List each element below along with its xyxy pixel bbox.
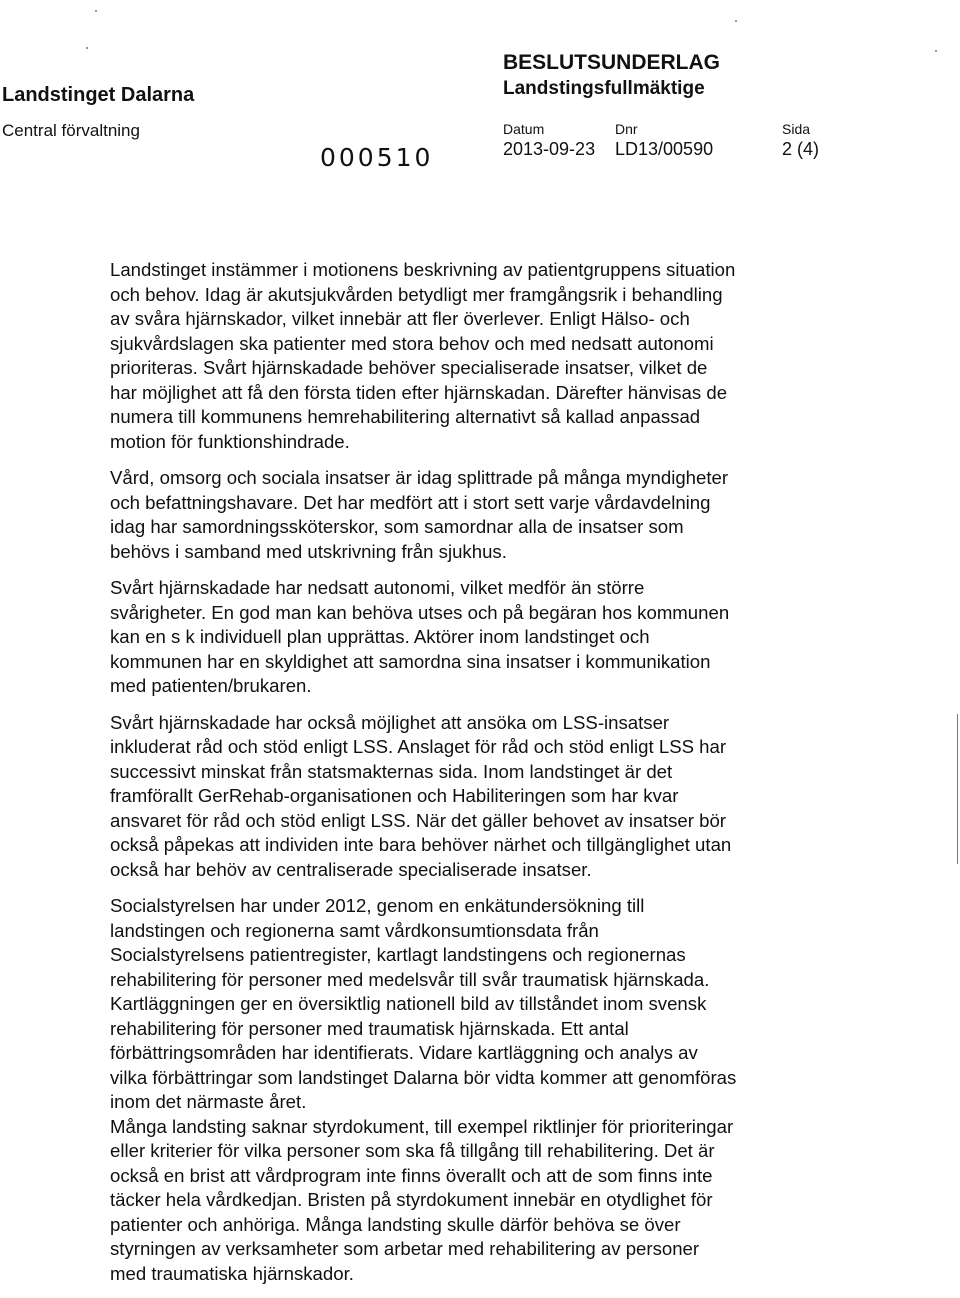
date-label: Datum [503, 121, 545, 137]
scan-speck [935, 50, 937, 52]
scan-speck [735, 20, 737, 22]
page-label: Sida [782, 121, 811, 137]
paragraph: Svårt hjärnskadade har nedsatt autonomi, vilket medför än större svårigheter. En god man kan behöva utses och på begäran hos kommunen kan en s k individuell plan upprättas. Aktörer inom landstinget och kommunen har en skyldighet att samordna sina insatser i kommunikation med patienten/brukaren. [110, 577, 730, 696]
paragraph: Vård, omsorg och sociala insatser är idag splittrade på många myndigheter och befattningshavare. Det har medfört att i stort sett varje vårdavdelning idag har samordningssköterskor, som samordnar alla de insatser som behövs i samband med utskrivning från sjukhus. [110, 467, 729, 562]
document-type: BESLUTSUNDERLAG [503, 51, 721, 74]
department-name: Central förvaltning [2, 121, 140, 140]
organization-name: Landstinget Dalarna [2, 84, 195, 106]
date-value: 2013-09-23 [503, 139, 596, 159]
page-number: 2 (4) [782, 139, 820, 159]
dnr-value: LD13/00590 [615, 139, 714, 159]
paragraph: Svårt hjärnskadade har också möjlighet att ansöka om LSS-insatser inkluderat råd och stöd enligt LSS. Anslaget för råd och stöd enligt LSS har successivt minskat från statsmakternas sida. Inom landstinget är det framförallt GerRehab-organisationen och Habiliteringen som har kvar ansvaret för råd och stöd enligt LSS. När det gäller behovet av insatser bör också påpekas att individen inte bara behöver närhet och tillgänglighet utan också har behöv av centraliserade specialiserade insatser. [110, 711, 732, 880]
addressee: Landstingsfullmäktige [503, 78, 705, 99]
document-body [110, 258, 940, 1298]
dnr-label: Dnr [615, 121, 638, 137]
scan-speck [86, 47, 88, 49]
scan-speck [95, 10, 97, 12]
paragraph: Socialstyrelsen har under 2012, genom en enkätundersökning till landstingen och regionerna samt vårdkonsumtionsdata från Socialstyrelsens patientregister, kartlagt landstingens och regionernas rehabilitering för personer med medelsvår till svår traumatisk hjärnskada. Kartläggningen ger en översiktlig nationell bild av tillståndet inom svensk rehabilitering för personer med traumatisk hjärnskada. Ett antal förbättringsområden har identifierats. Vidare kartläggning och analys av vilka förbättringar som landstinget Dalarna bör vidta kommer att genomföras inom det närmaste året. Många landsting saknar styrdokument, till exempel riktlinjer för prioriteringar eller kriterier för vilka personer som ska få tillgång till rehabilitering. Det är också en brist att vårdprogram inte finns överallt och att de som finns inte täcker hela vårdkedjan. Bristen på styrdokument innebär en otydlighet för patienter och anhöriga. Många landsting skulle därför behöva se över styrningen av verksamheter som arbetar med rehabilitering av personer med traumatiska hjärnskador. [110, 895, 737, 1284]
stamp-number: 000510 [320, 143, 434, 172]
paragraph: Landstinget instämmer i motionens beskrivning av patientgruppens situation och behov. Idag är akutsjukvården betydligt mer framgångsrik i behandling av svåra hjärnskador, vilket innebär att fler överlever. Enligt Hälso- och sjukvårdslagen ska patienter med stora behov och med nedsatt autonomi prioriteras. Svårt hjärnskadade behöver specialiserade insatser, vilket de har möjlighet att få den första tiden efter hjärnskadan. Därefter hänvisas de numera till kommunens hemrehabilitering alternativt så kallad anpassad motion för funktionshindrade. [110, 259, 736, 452]
margin-rule [957, 714, 958, 864]
